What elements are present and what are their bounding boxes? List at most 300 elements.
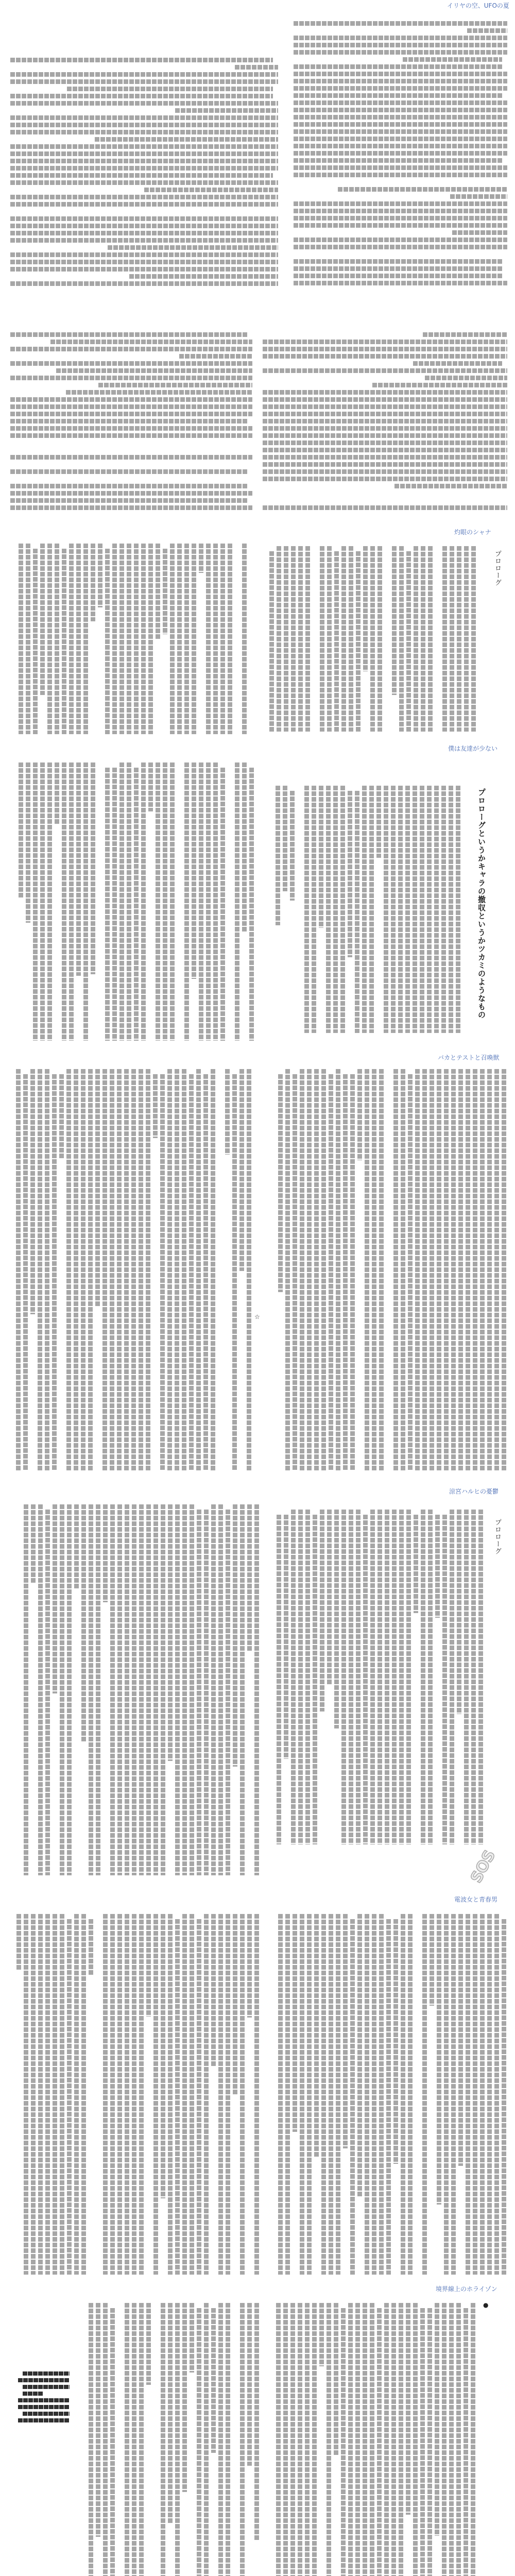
text-line [67,1919,72,2275]
text-line [10,404,252,409]
text-line [269,551,274,732]
text-line [263,505,507,510]
text-line [190,1914,194,2275]
text-line [430,1914,434,2006]
text-line [285,1069,290,1471]
text-line [10,281,278,286]
text-line [421,546,425,732]
text-line [466,1914,470,2275]
text-line [96,2303,100,2537]
text-line [16,1069,21,1471]
text-line [290,791,295,901]
text-line [170,762,175,1041]
text-line [363,2303,367,2576]
text-line [127,762,131,1041]
text-line [179,354,252,359]
text-line [464,1510,469,1844]
text-line [103,1914,108,2275]
text-line [487,1069,492,1471]
text-line [23,2412,70,2416]
text-line [189,1074,194,1471]
text-line [10,115,278,120]
text-line [76,762,81,976]
text-line [199,762,203,1041]
chapter-heading-haruhi: プロローグ [493,1519,501,1555]
text-line [26,762,30,923]
text-line [370,2303,374,2576]
text-line [372,1069,376,1471]
text-line [60,1504,64,1875]
text-line [365,1914,369,2275]
text-block-horizon-left-page [85,2303,260,2576]
text-line [10,426,252,431]
text-line [91,762,95,974]
text-line [170,544,175,734]
text-line [175,108,278,113]
text-line [294,122,507,127]
text-line [153,1504,158,1875]
text-line [146,2303,151,2385]
text-line [192,762,196,979]
text-line [139,1504,144,1875]
text-line [83,544,88,734]
text-line [377,546,382,732]
text-line [233,1504,237,1767]
text-line [254,1504,259,1875]
text-line [45,1510,50,1875]
text-line [247,1069,251,1471]
text-block-denpa-left-page [13,1914,260,2275]
text-line [108,245,278,250]
text-line [66,390,252,395]
text-line [18,2418,70,2422]
text-line [263,397,507,402]
text-line [428,546,433,732]
text-line [452,230,507,235]
text-line [341,2308,346,2576]
text-line [362,786,367,1033]
text-line [450,546,454,732]
text-line [294,223,507,228]
text-line [211,2308,216,2453]
text-line [370,1510,375,1844]
text-line [161,1504,165,1875]
text-line [372,1914,376,2275]
text-line [31,1914,36,2275]
text-line [467,28,507,33]
text-line [10,498,247,503]
text-line [283,786,287,891]
text-line [249,768,254,1041]
text-line [458,1914,463,2166]
text-line [10,347,252,351]
text-line [348,791,352,957]
text-line [190,1504,194,1875]
text-line [38,1504,43,1875]
text-line [307,1914,312,2275]
text-line [226,1914,230,2275]
text-line [10,144,278,149]
text-line [377,2308,382,2576]
text-line [102,1069,107,1471]
text-line [168,2303,173,2523]
text-line [91,544,95,621]
text-line [232,1074,237,1471]
text-line [294,79,507,83]
text-line [148,544,153,734]
text-line [372,383,507,387]
text-line [10,469,247,474]
text-line [263,455,507,460]
text-line [294,201,507,206]
text-line [10,505,252,510]
text-line [334,551,339,732]
text-line [76,544,81,734]
text-line [294,64,502,69]
text-line [10,238,278,243]
text-line [356,1510,360,1844]
text-line [98,544,102,607]
text-line [294,36,507,40]
text-line [394,484,507,488]
text-line [23,2385,70,2389]
text-line [413,361,502,366]
text-line [81,1069,85,1471]
text-line [196,1069,201,1471]
text-line [10,455,252,460]
text-line [379,1914,384,2275]
text-line [160,1074,165,1471]
text-line [10,376,252,380]
text-line [213,762,218,1041]
text-line [278,1914,283,2275]
text-line [293,1914,297,2132]
text-line [10,419,247,423]
text-line [357,1069,362,1160]
text-line [341,546,346,732]
text-line [355,791,359,1033]
text-line [329,1914,333,2275]
text-line [134,544,139,734]
text-line [66,1069,71,1471]
text-line [45,1069,49,1471]
text-line [349,1510,353,1844]
text-line [421,1510,425,1844]
text-line [413,786,417,1033]
text-line [213,544,218,734]
text-line [392,546,397,695]
text-block-bakatest-right-page [273,1069,507,1471]
text-line [341,1510,346,1844]
text-line [457,546,461,732]
text-line [10,412,252,416]
text-line [277,546,281,732]
text-line [55,762,59,824]
text-line [242,544,247,734]
text-line [294,238,507,242]
text-line [384,2303,389,2576]
text-line [442,2303,447,2576]
text-line [263,390,507,395]
text-line [314,1069,319,1471]
text-line [110,1069,114,1471]
text-line [285,1914,290,2275]
text-line [182,1914,187,2275]
text-line [355,2303,360,2576]
text-line [290,2303,295,2576]
text-line [349,546,353,732]
text-line [10,173,273,178]
text-line [343,1074,348,1471]
text-line [425,376,507,380]
text-line [480,1069,485,1471]
text-line [18,2405,70,2409]
section-title-haruhi: 涼宮ハルヒの憂鬱 [449,1488,499,1495]
text-line [74,1069,78,1471]
text-line [132,2303,136,2576]
text-line [298,2303,302,2576]
text-line [95,1069,100,1307]
text-line [343,1914,348,2148]
text-line [363,1515,368,1844]
text-line [414,546,418,732]
text-line [435,1515,440,1618]
text-line [363,546,368,671]
text-line [175,2303,180,2576]
text-line [50,340,252,344]
text-line [356,551,360,732]
text-line [401,1914,405,2275]
text-line [10,397,252,402]
text-line [294,158,502,163]
text-line [263,404,507,409]
text-line [146,1504,151,1875]
text-line [391,2303,396,2576]
text-line [420,2308,425,2576]
text-line [10,484,247,488]
text-line [156,762,160,1041]
text-line [254,1914,259,2275]
text-line [307,1069,312,1471]
text-line [304,786,309,1033]
text-line [464,2308,468,2576]
text-line [392,1510,397,1844]
text-line [294,129,507,134]
text-line [321,1069,326,1471]
text-line [450,1510,454,1844]
text-line [277,1515,281,1844]
text-line [449,786,453,1033]
text-line [240,1914,245,2275]
text-line [177,544,182,734]
text-line [146,1914,151,2016]
text-line [211,1504,216,1875]
text-line [10,195,278,199]
text-line [284,546,288,732]
text-line [263,440,507,445]
text-line [294,274,502,278]
text-line [263,477,507,481]
text-line [74,1504,79,1589]
text-line [163,762,167,1041]
text-line [350,1074,355,1471]
text-line [192,544,196,734]
text-line [247,1914,252,2018]
text-line [451,1069,456,1471]
text-line [263,419,507,423]
section-title-horizon: 境界線上のホライゾン [436,2285,497,2293]
text-line [420,786,424,1033]
text-line [294,173,507,177]
text-line [320,546,324,732]
text-line [182,1504,187,1875]
text-line [74,1914,79,2275]
section-title-haganai: 僕は友達が少ない [448,745,498,752]
text-line [56,368,252,373]
text-block-haganai-right-page [268,786,469,1033]
text-line [294,144,507,148]
text-line [471,2303,475,2576]
text-line [30,1069,35,1314]
text-line [132,1504,136,1875]
text-line [502,1069,506,1471]
text-line [156,544,160,640]
text-line [294,281,507,285]
text-line [129,274,278,279]
text-line [175,1504,180,1875]
text-line [69,762,74,1041]
text-line [334,2303,338,2455]
text-line [428,1510,433,1844]
text-line [10,332,247,337]
text-line [89,1919,93,1976]
text-line [184,544,189,734]
text-line [254,2303,259,2540]
text-line [384,786,388,1033]
section-title-iriya: イリヤの空、UFOの夏 [447,2,509,9]
text-line [98,383,252,387]
text-line [10,94,273,98]
text-line [125,1504,129,1875]
text-line [441,786,446,1033]
text-line [119,762,124,1041]
text-line [117,1069,122,1471]
text-line [457,1510,461,1714]
text-line [294,137,507,141]
text-line [294,209,507,213]
text-line [478,1510,483,1844]
text-line [81,1914,86,2275]
text-line [422,1069,427,1471]
text-line [370,546,375,732]
text-line [31,1504,36,1584]
text-line [10,361,252,366]
text-line [40,544,45,695]
text-line [161,1914,165,2198]
text-line [228,544,232,734]
section-title-shana: 灼眼のシャナ [454,529,491,536]
text-line [10,491,252,496]
text-line [293,1074,297,1471]
text-line [369,786,374,1033]
text-line [197,1919,201,2275]
text-line [105,768,110,1041]
text-line [393,1919,398,2164]
text-line [276,786,280,925]
text-line [276,2303,281,2576]
text-line [225,1069,230,1155]
text-line [211,1069,215,1471]
text-line [471,1510,476,1844]
text-line [247,2303,252,2466]
text-line [393,1069,398,1471]
text-line [357,1914,362,2197]
text-line [294,151,507,156]
text-line [379,1069,384,1471]
text-line [23,1074,28,1471]
bullet-dot-icon: ● [483,2301,489,2309]
text-line [278,1074,283,1292]
text-line [206,762,211,1041]
text-line [263,462,507,467]
text-line [203,1074,208,1471]
text-line [10,260,278,264]
text-line [263,412,507,416]
text-line [294,50,507,55]
text-line [327,1510,332,1685]
text-line [168,1914,173,2275]
text-line [38,1069,42,1471]
text-line [408,1074,413,1471]
text-line [218,2303,223,2576]
text-line [103,2303,108,2576]
text-line [139,2303,144,2576]
text-line [284,1515,288,1759]
text-line [399,2303,403,2576]
text-line [125,1914,129,2275]
text-line [305,1510,310,1844]
text-line [161,2303,165,2576]
text-line [10,159,278,163]
text-line [59,1074,64,1159]
text-line [88,1069,93,1471]
text-line [175,1069,179,1471]
text-line [16,1914,21,1971]
text-line [134,768,139,1041]
text-line [327,546,332,732]
text-line [45,1914,50,2275]
text-line [294,43,507,47]
text-line [19,762,23,898]
text-line [415,1069,420,1471]
text-line [313,1515,317,1844]
text-line [456,2303,461,2576]
text-line [298,546,303,732]
text-line [182,2303,187,2492]
text-line [263,347,507,351]
text-line [119,544,124,734]
text-line [487,1914,492,2275]
text-line [442,1515,447,1844]
text-line [294,259,502,264]
text-line [399,546,404,732]
section-title-bakatest: バカとテストと召喚獣 [438,1054,500,1061]
text-line [117,1504,122,1875]
text-line [26,544,30,734]
text-line [294,72,507,76]
text-line [314,1914,319,2157]
text-line [300,1914,304,2275]
